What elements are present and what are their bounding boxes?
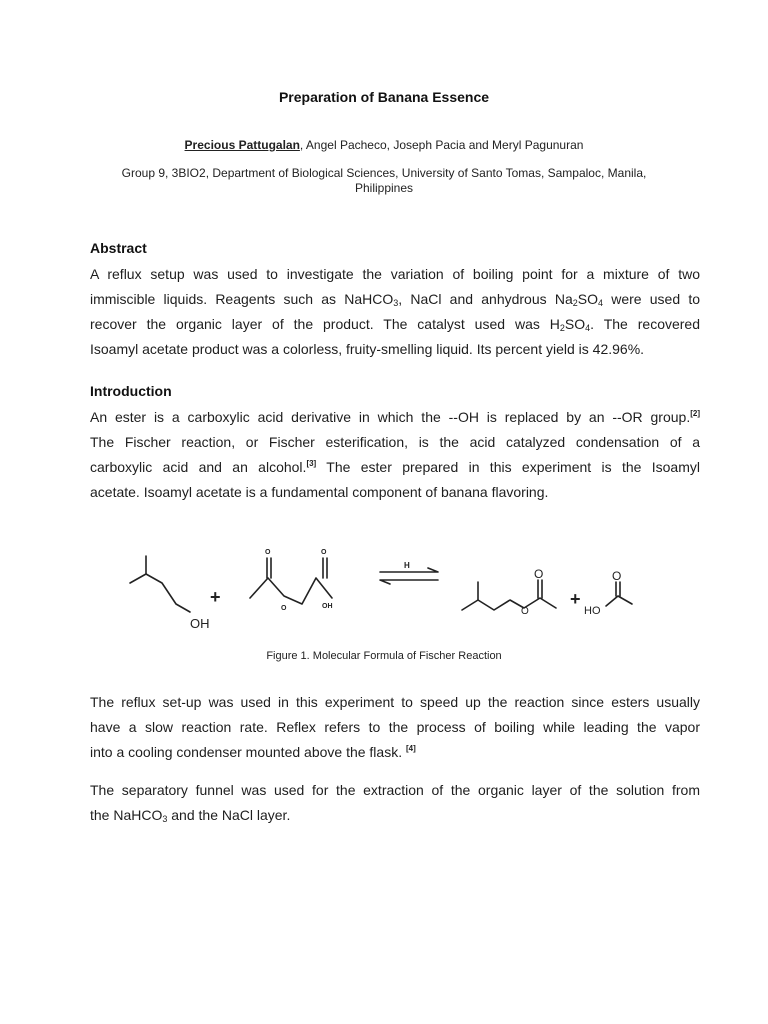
- subscript: 3: [393, 298, 399, 308]
- subscript: 2: [572, 298, 578, 308]
- alcohol-skeleton: [130, 574, 190, 612]
- intro-line-1: [90, 405, 700, 430]
- intro-line-3: [90, 455, 700, 480]
- abstract-paragraph: [90, 262, 700, 362]
- text-segment: the NaHCO: [90, 807, 163, 823]
- text-segment: The ester prepared in this experiment is the Isoamyl: [316, 459, 700, 475]
- bridging-oxygen-label: O: [281, 605, 287, 612]
- fischer-reaction-figure: [126, 538, 646, 638]
- plus-sign: +: [210, 587, 221, 607]
- product-ho-label: HO: [584, 605, 601, 617]
- text-segment: , NaCl and anhydrous Na: [398, 291, 573, 307]
- separatory-paragraph: [90, 778, 700, 828]
- co-authors: , Angel Pacheco, Joseph Pacia and Meryl Pagunuran: [299, 138, 584, 152]
- subscript: 2: [559, 323, 565, 333]
- author-list: [0, 138, 768, 152]
- reflux-paragraph: [90, 690, 700, 765]
- lead-author: Precious Pattugalan: [184, 138, 300, 152]
- product-oxygen-label: O: [612, 569, 622, 583]
- affiliation: [110, 166, 658, 196]
- text-segment: An ester is a carboxylic acid derivative in which the --OH is replaced by an --OR group.: [90, 409, 691, 425]
- plus-sign: +: [570, 589, 581, 609]
- citation-ref: [4]: [406, 744, 416, 753]
- intro-line-4: acetate. Isoamyl acetate is a fundamental component of banana flavoring.: [90, 484, 549, 500]
- reflux-line-1: The reflux set-up was used in this experiment to speed up the reaction since esters usually: [90, 694, 700, 710]
- acid-oh-label: OH: [322, 603, 333, 610]
- oxygen-label: O: [321, 549, 327, 556]
- anhydride-skeleton: [250, 578, 332, 604]
- subscript: 4: [597, 298, 603, 308]
- reverse-arrow: [380, 580, 438, 584]
- ester-link-oxygen-label: O: [521, 606, 529, 617]
- subscript: 3: [162, 814, 168, 824]
- text-segment: . The recovered: [590, 316, 700, 332]
- separatory-line-1: The separatory funnel was used for the extraction of the organic layer of the solution from: [90, 782, 700, 798]
- text-segment: SO: [564, 316, 586, 332]
- figure-caption: Figure 1. Molecular Formula of Fischer Reaction: [266, 650, 502, 662]
- introduction-paragraph: [90, 405, 700, 505]
- abstract-line-1: A reflux setup was used to investigate the variation of boiling point for a mixture of two: [90, 266, 700, 282]
- citation-ref: [3]: [306, 459, 317, 468]
- affiliation-line-2: Philippines: [354, 181, 414, 195]
- text-segment: carboxylic acid and an alcohol.: [90, 459, 307, 475]
- reflux-line-3: [90, 740, 700, 765]
- subscript: 4: [585, 323, 591, 333]
- text-segment: into a cooling condenser mounted above the flask.: [90, 744, 403, 760]
- acid-skeleton: [606, 596, 632, 606]
- text-segment: recover the organic layer of the product. The catalyst used was H: [90, 316, 560, 332]
- paper-title: Preparation of Banana Essence: [278, 89, 490, 105]
- text-segment: SO: [577, 291, 598, 307]
- reflux-line-2: have a slow reaction rate. Reflex refers to the process of boiling while leading the vapor: [90, 719, 700, 735]
- abstract-line-3: [90, 312, 700, 337]
- intro-line-2: The Fischer reaction, or Fischer esterification, is the acid catalyzed condensation of a: [90, 434, 700, 450]
- affiliation-line-1: Group 9, 3BIO2, Department of Biological Sciences, University of Santo Tomas, Sampaloc, Manila,: [121, 166, 647, 180]
- introduction-heading: Introduction: [90, 383, 172, 399]
- oxygen-label: O: [265, 549, 271, 556]
- ester-skeleton: [462, 598, 556, 610]
- text-segment: and the NaCl layer.: [167, 807, 291, 823]
- abstract-line-2: [90, 287, 700, 312]
- abstract-line-4: Isoamyl acetate product was a colorless, fruity-smelling liquid. Its percent yield is 42.96%.: [90, 341, 645, 357]
- alcohol-oh-label: OH: [190, 616, 210, 631]
- text-segment: were used to: [603, 291, 700, 307]
- ester-oxygen-label: O: [534, 567, 544, 581]
- citation-ref: [2]: [690, 409, 700, 418]
- separatory-line-2: [90, 803, 700, 828]
- catalyst-label: H: [404, 561, 410, 570]
- text-segment: immiscible liquids. Reagents such as NaHCO: [90, 291, 394, 307]
- abstract-heading: Abstract: [90, 240, 147, 256]
